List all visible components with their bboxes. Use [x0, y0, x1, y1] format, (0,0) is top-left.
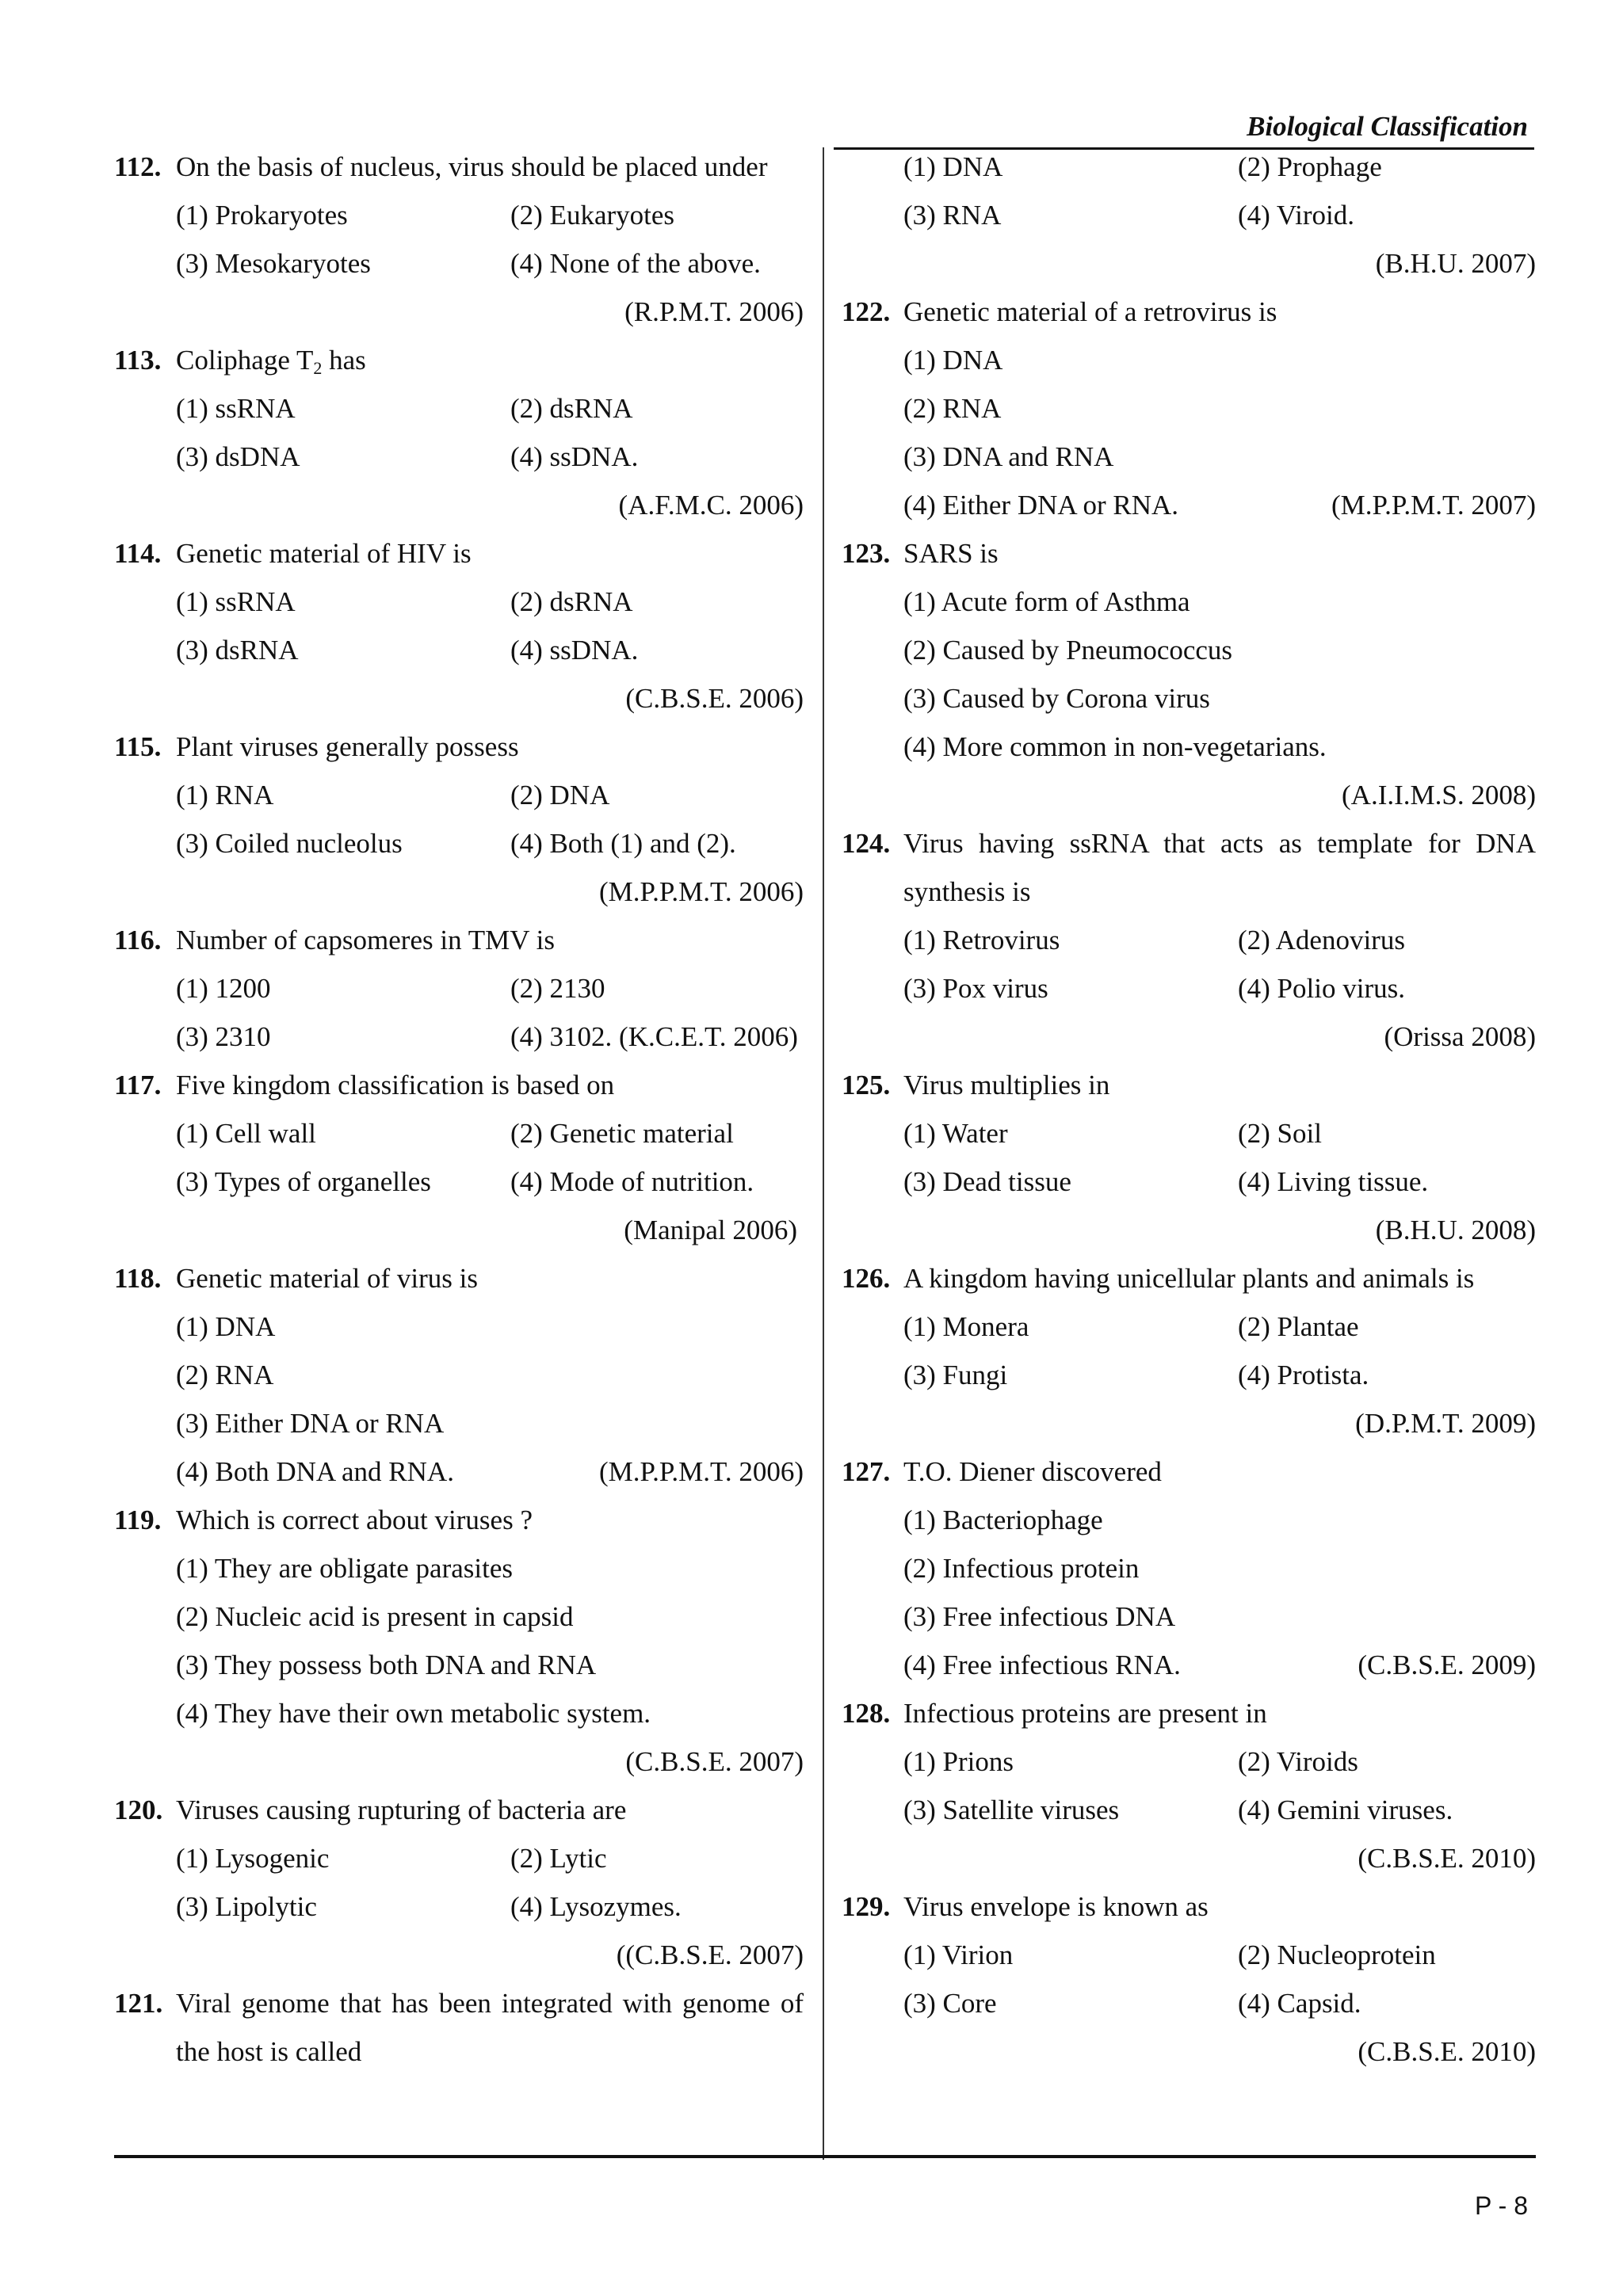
option-3: (3) Lipolytic [176, 1891, 317, 1922]
option-1: (1) Water [903, 1118, 1008, 1149]
question-number: 126. [842, 1263, 891, 1294]
option-3: (3) Free infectious DNA [903, 1601, 1176, 1632]
question-119 [114, 1496, 804, 1786]
question-number: 114. [114, 538, 162, 569]
option-2: (2) Adenovirus [1238, 925, 1405, 955]
question-stem: Genetic material of virus is [176, 1263, 478, 1294]
question-113 [114, 336, 804, 529]
question-stem [176, 345, 366, 376]
option-2: (2) Infectious protein [903, 1553, 1140, 1584]
question-125 [842, 1061, 1536, 1254]
question-stem: A kingdom having unicellular plants and animals is [903, 1263, 1475, 1294]
right-column [842, 143, 1536, 2076]
option-1: (1) Retrovirus [903, 925, 1060, 955]
option-1: (1) Bacteriophage [903, 1505, 1103, 1535]
option-4: (4) Lysozymes. [510, 1891, 682, 1922]
option-4: (4) Free infectious RNA. [903, 1650, 1181, 1680]
option-2: (2) Nucleic acid is present in capsid [176, 1601, 574, 1632]
column-divider [823, 147, 824, 2160]
question-stem: Genetic material of a retrovirus is [903, 296, 1277, 327]
question-120 [114, 1786, 804, 1979]
question-stem: Viruses causing rupturing of bacteria are [176, 1794, 627, 1825]
option-3: (3) Core [903, 1988, 997, 2019]
exam-source: (M.P.P.M.T. 2007) [1331, 490, 1536, 521]
option-4: (4) 3102. (K.C.E.T. 2006) [510, 1021, 798, 1052]
question-stem: Viral genome that has been integrated with genome of the host is called [176, 1988, 804, 2067]
exam-source: (Orissa 2008) [1384, 1021, 1536, 1052]
question-number: 125. [842, 1070, 891, 1100]
question-number: 116. [114, 925, 162, 955]
option-2: (2) RNA [176, 1360, 274, 1390]
option-3: (3) Either DNA or RNA [176, 1408, 445, 1439]
option-4: (4) Both (1) and (2). [510, 828, 736, 859]
option-3: (3) Satellite viruses [903, 1794, 1120, 1825]
option-4: (4) Polio virus. [1238, 973, 1405, 1004]
option-1: (1) DNA [176, 1311, 276, 1342]
option-1: (1) Prokaryotes [176, 200, 348, 231]
stem-text: has [322, 345, 366, 376]
question-118 [114, 1254, 804, 1496]
option-1: (1) Virion [903, 1939, 1014, 1970]
question-114 [114, 529, 804, 723]
exam-source: (A.F.M.C. 2006) [618, 490, 804, 521]
question-112 [114, 143, 804, 336]
option-4: (4) Mode of nutrition. [510, 1166, 754, 1197]
question-stem: Which is correct about viruses ? [176, 1505, 533, 1535]
option-2: (2) Caused by Pneumococcus [903, 635, 1233, 666]
option-4: (4) Protista. [1238, 1360, 1369, 1390]
option-3: (3) Coiled nucleolus [176, 828, 403, 859]
page-header-title: Biological Classification [1247, 111, 1528, 142]
question-123 [842, 529, 1536, 819]
option-2: (2) 2130 [510, 973, 605, 1004]
question-number: 128. [842, 1698, 891, 1729]
question-number: 118. [114, 1263, 162, 1294]
option-4: (4) ssDNA. [510, 635, 639, 666]
option-1: (1) Monera [903, 1311, 1029, 1342]
option-4: (4) Either DNA or RNA. [903, 490, 1179, 521]
option-2: (2) RNA [903, 393, 1002, 424]
option-4: (4) Viroid. [1238, 200, 1354, 231]
option-3: (3) Pox virus [903, 973, 1048, 1004]
question-stem: Five kingdom classification is based on [176, 1070, 615, 1100]
option-4: (4) Capsid. [1238, 1988, 1361, 2019]
question-stem: Genetic material of HIV is [176, 538, 472, 569]
option-1: (1) ssRNA [176, 393, 296, 424]
option-1: (1) DNA [903, 151, 1003, 182]
option-4: (4) Both DNA and RNA. [176, 1456, 454, 1487]
exam-source: ((C.B.S.E. 2007) [616, 1939, 804, 1970]
option-1: (1) They are obligate parasites [176, 1553, 514, 1584]
question-number: 119. [114, 1505, 162, 1535]
option-3: (3) Dead tissue [903, 1166, 1071, 1197]
question-number: 112. [114, 151, 162, 182]
question-stem: Virus envelope is known as [903, 1891, 1209, 1922]
stem-text: Coliphage T [176, 345, 314, 376]
question-number: 117. [114, 1070, 162, 1100]
option-2: (2) Viroids [1238, 1746, 1358, 1777]
option-2: (2) Lytic [510, 1843, 607, 1874]
question-stem: Virus having ssRNA that acts as template for DNA synthesis is [903, 828, 1536, 907]
exam-source: (D.P.M.T. 2009) [1355, 1408, 1536, 1439]
option-1: (1) 1200 [176, 973, 271, 1004]
option-3: (3) DNA and RNA [903, 441, 1114, 472]
question-stem: T.O. Diener discovered [903, 1456, 1162, 1487]
question-number: 113. [114, 345, 162, 376]
exam-source: (A.I.I.M.S. 2008) [1342, 780, 1536, 810]
question-117 [114, 1061, 804, 1254]
option-3: (3) Fungi [903, 1360, 1008, 1390]
exam-source: (Manipal 2006) [624, 1215, 797, 1245]
exam-source: (B.H.U. 2007) [1375, 248, 1536, 279]
option-4: (4) They have their own metabolic system. [176, 1698, 651, 1729]
exam-source: (R.P.M.T. 2006) [624, 296, 804, 327]
option-4: (4) ssDNA. [510, 441, 639, 472]
question-stem: SARS is [903, 538, 999, 569]
option-2: (2) DNA [510, 780, 610, 810]
exam-source: (C.B.S.E. 2006) [625, 683, 804, 714]
option-3: (3) dsDNA [176, 441, 300, 472]
option-3: (3) 2310 [176, 1021, 271, 1052]
option-1: (1) RNA [176, 780, 274, 810]
question-number: 122. [842, 296, 891, 327]
option-2: (2) dsRNA [510, 393, 633, 424]
exam-source: (C.B.S.E. 2009) [1358, 1650, 1536, 1680]
exam-source: (C.B.S.E. 2010) [1358, 1843, 1536, 1874]
question-121 [114, 1979, 804, 2076]
option-1: (1) Prions [903, 1746, 1014, 1777]
question-115 [114, 723, 804, 916]
option-4: (4) None of the above. [510, 248, 761, 279]
option-3: (3) Caused by Corona virus [903, 683, 1210, 714]
option-1: (1) Cell wall [176, 1118, 316, 1149]
question-number: 121. [114, 1988, 163, 2019]
question-stem: Plant viruses generally possess [176, 731, 519, 762]
question-stem: Virus multiplies in [903, 1070, 1110, 1100]
option-2: (2) Plantae [1238, 1311, 1359, 1342]
stem-subscript: 2 [313, 358, 323, 378]
option-3: (3) dsRNA [176, 635, 299, 666]
option-3: (3) Mesokaryotes [176, 248, 371, 279]
question-number: 120. [114, 1794, 163, 1825]
option-2: (2) Prophage [1238, 151, 1382, 182]
option-3: (3) They possess both DNA and RNA [176, 1650, 597, 1680]
page-number: P - 8 [1475, 2191, 1528, 2220]
question-128 [842, 1689, 1536, 1882]
exam-source: (B.H.U. 2008) [1375, 1215, 1536, 1245]
question-124 [842, 819, 1536, 1061]
question-stem: Number of capsomeres in TMV is [176, 925, 555, 955]
question-number: 129. [842, 1891, 891, 1922]
question-stem: Infectious proteins are present in [903, 1698, 1267, 1729]
footer-rule [114, 2155, 1536, 2158]
option-2: (2) Eukaryotes [510, 200, 675, 231]
option-2: (2) Soil [1238, 1118, 1322, 1149]
option-2: (2) Nucleoprotein [1238, 1939, 1436, 1970]
option-4: (4) Living tissue. [1238, 1166, 1429, 1197]
option-1: (1) Lysogenic [176, 1843, 330, 1874]
option-1: (1) Acute form of Asthma [903, 586, 1190, 617]
exam-source: (C.B.S.E. 2010) [1358, 2036, 1536, 2067]
option-1: (1) ssRNA [176, 586, 296, 617]
question-127 [842, 1447, 1536, 1689]
option-1: (1) DNA [903, 345, 1003, 376]
option-2: (2) Genetic material [510, 1118, 734, 1149]
option-2: (2) dsRNA [510, 586, 633, 617]
question-121-options [842, 143, 1536, 288]
question-number: 124. [842, 828, 891, 859]
exam-source: (C.B.S.E. 2007) [625, 1746, 804, 1777]
question-number: 115. [114, 731, 162, 762]
option-4: (4) More common in non-vegetarians. [903, 731, 1327, 762]
question-122 [842, 288, 1536, 529]
question-number: 127. [842, 1456, 891, 1487]
option-3: (3) RNA [903, 200, 1002, 231]
left-column [114, 143, 804, 2076]
question-129 [842, 1882, 1536, 2076]
exam-source: (M.P.P.M.T. 2006) [598, 1456, 804, 1487]
question-116 [114, 916, 804, 1061]
question-number: 123. [842, 538, 891, 569]
option-3: (3) Types of organelles [176, 1166, 431, 1197]
question-126 [842, 1254, 1536, 1447]
option-4: (4) Gemini viruses. [1238, 1794, 1453, 1825]
exam-source: (M.P.P.M.T. 2006) [598, 876, 804, 907]
question-stem: On the basis of nucleus, virus should be placed under [176, 151, 768, 182]
